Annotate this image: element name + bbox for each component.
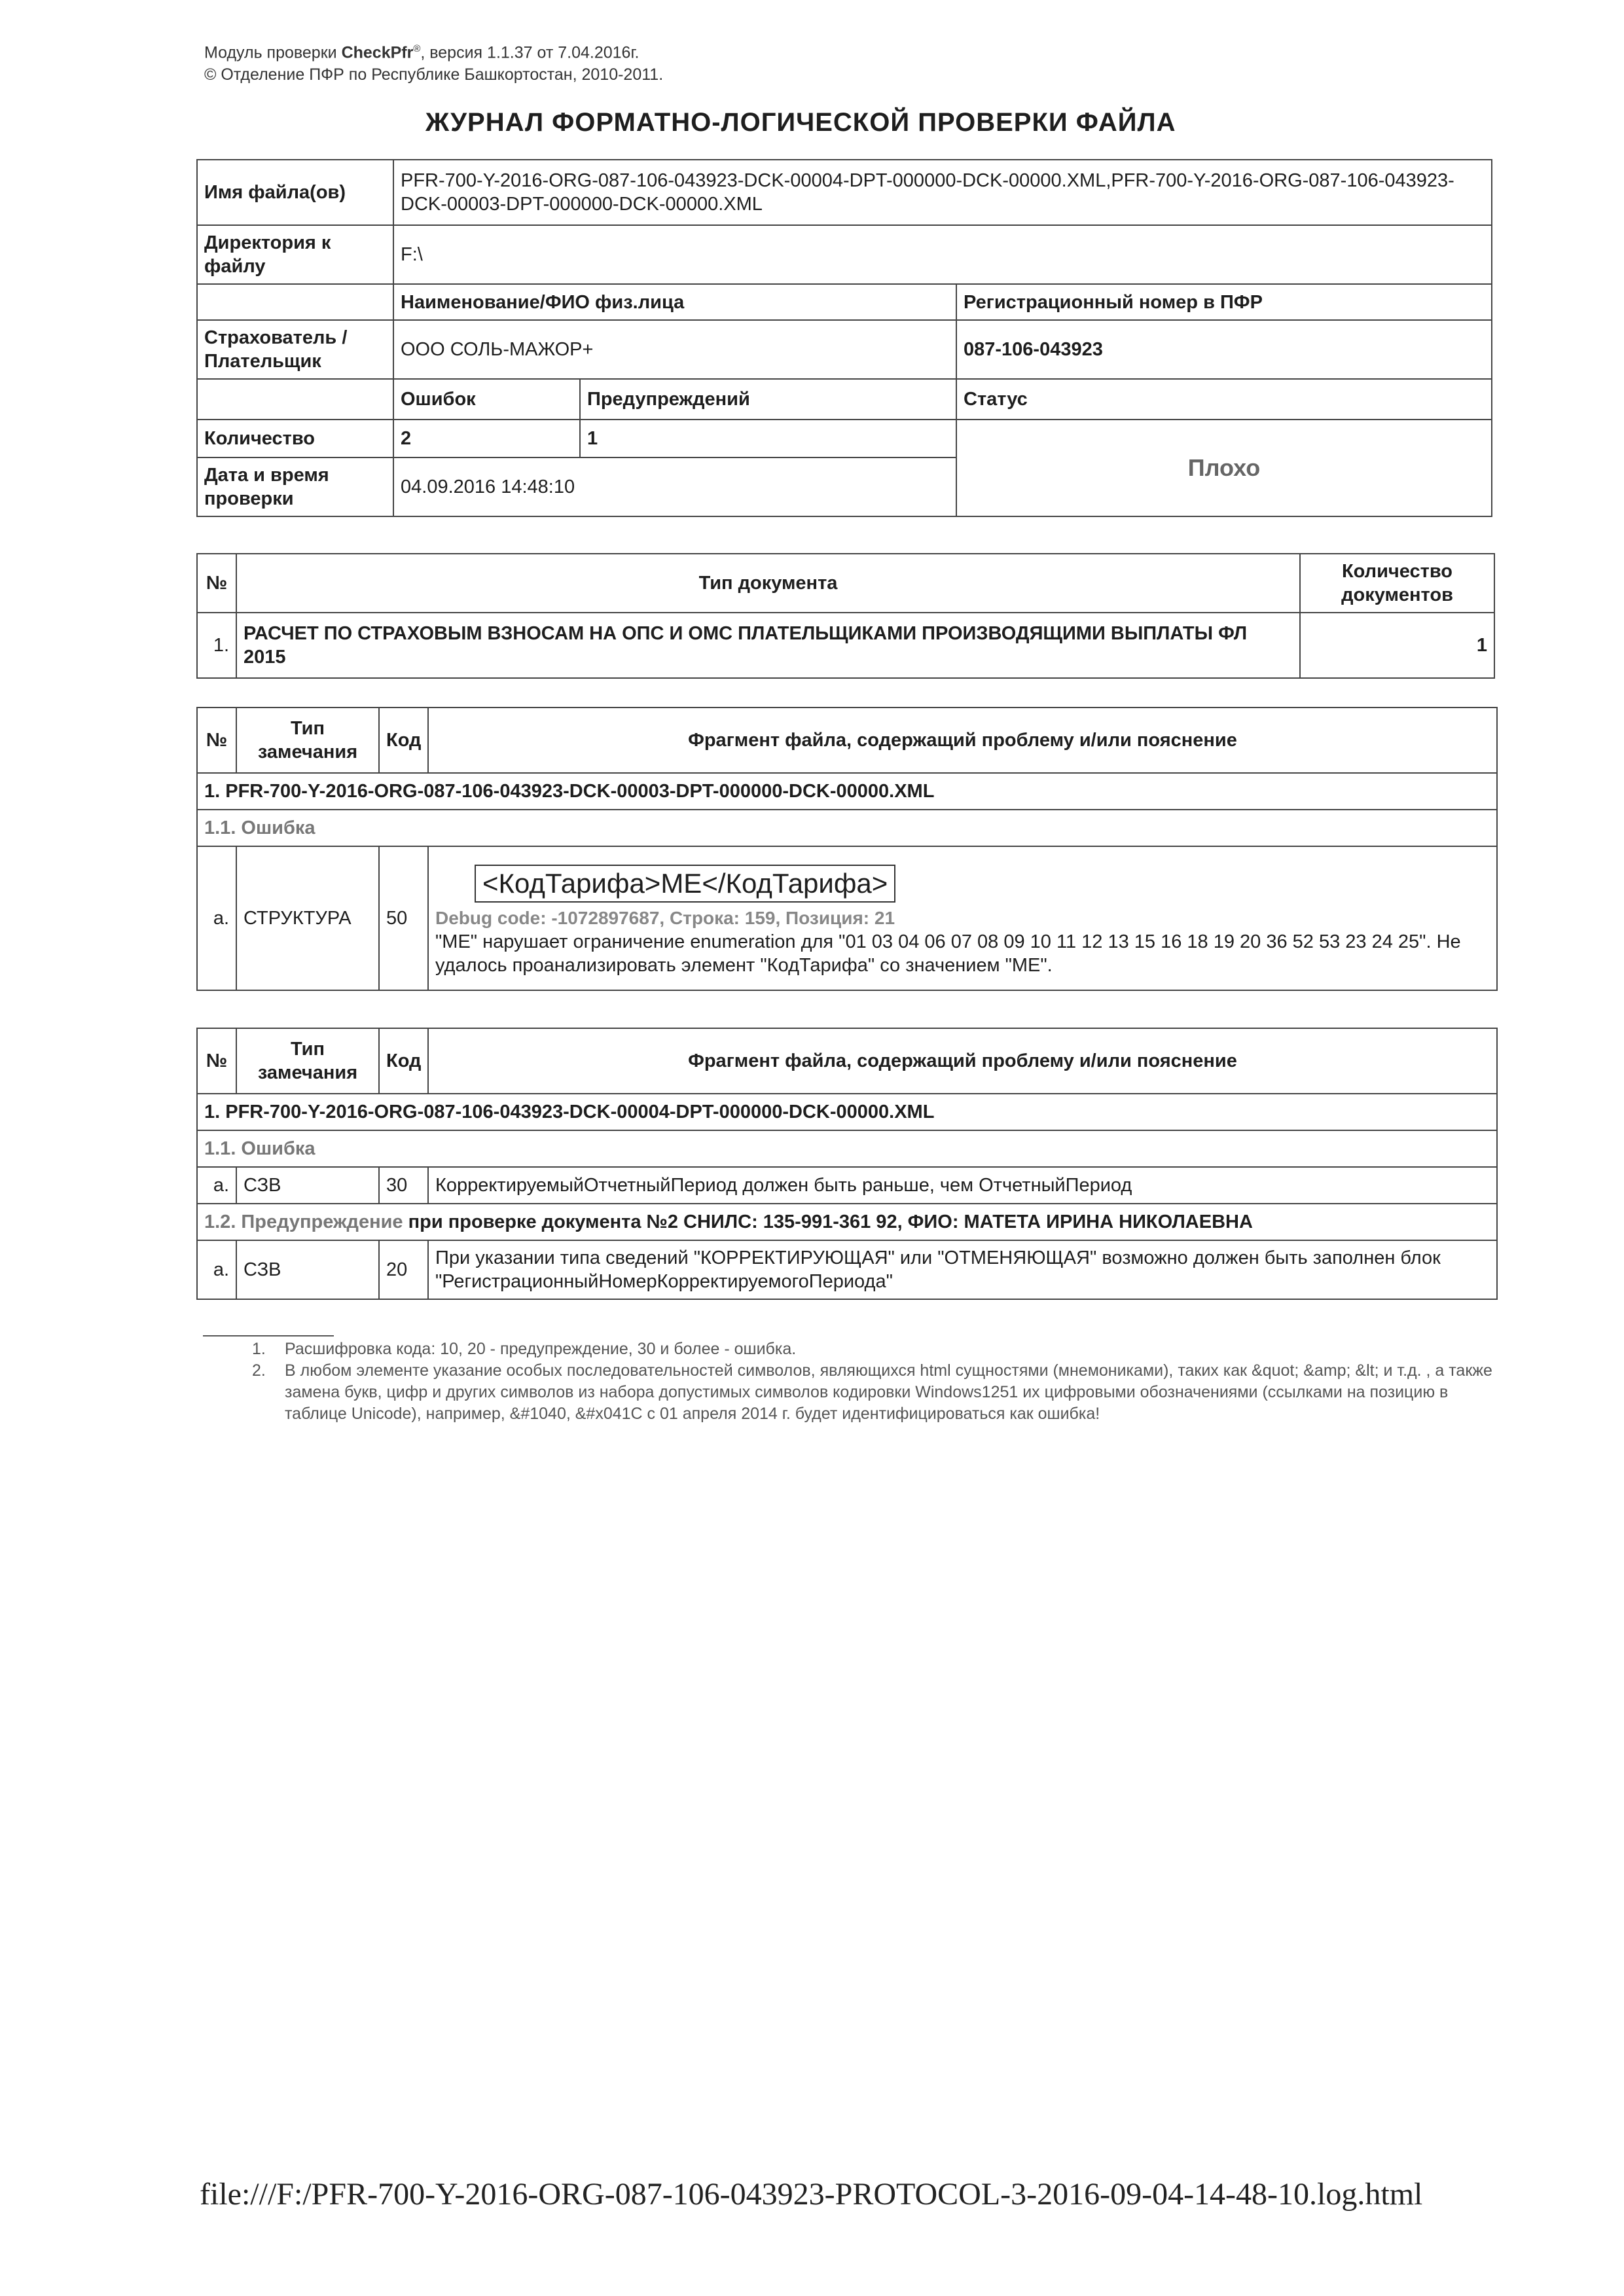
registered-mark: ® [413, 43, 421, 54]
section-row [197, 810, 1497, 846]
insurer-label: Страхователь / Плательщик [197, 320, 393, 379]
footnote-1: 1. Расшифровка кода: 10, 20 - предупреждение, 30 и более - ошибка. [252, 1340, 797, 1358]
section-error: 1.1. Ошибка [197, 810, 1497, 846]
xml-fragment: <КодТарифа>МЕ</КодТарифа> [475, 865, 895, 903]
debug-info: Debug code: -1072897687, Строка: 159, Позиция: 21 [435, 908, 895, 928]
item-type: СЗВ [236, 1240, 379, 1299]
counts-header-row [197, 379, 1492, 420]
col-issue-type: Тип замечания [236, 708, 379, 773]
section-row [197, 1204, 1497, 1240]
doc-row-num: 1. [197, 613, 236, 678]
counts-row [197, 420, 1492, 457]
item-message: При указании типа сведений "КОРРЕКТИРУЮЩАЯ" или "ОТМЕНЯЮЩАЯ" возможно должен быть заполнен блок "РегистрационныйНомерКорректируемогоПериода" [428, 1240, 1497, 1299]
warnings-header: Предупреждений [580, 379, 956, 420]
issues-table-file1 [196, 707, 1498, 991]
item-code: 20 [379, 1240, 428, 1299]
item-fragment-cell [428, 846, 1497, 990]
insurer-regnum: 087-106-043923 [956, 320, 1492, 379]
name-header: Наименование/ФИО физ.лица [393, 284, 956, 320]
issues-header-row [197, 708, 1497, 773]
datetime-value: 04.09.2016 14:48:10 [393, 457, 956, 516]
status-header: Статус [956, 379, 1492, 420]
insurer-row [197, 320, 1492, 379]
col-code: Код [379, 708, 428, 773]
module-name: CheckPfr [341, 43, 414, 62]
doc-types-header-row [197, 554, 1494, 613]
module-version-line: Модуль проверки CheckPfr®, версия 1.1.37 от 7.04.2016г. [204, 43, 640, 62]
table-row [197, 1240, 1497, 1299]
copyright-line: © Отделение ПФР по Республике Башкортостан, 2010-2011. [204, 65, 664, 84]
item-type: СТРУКТУРА [236, 846, 379, 990]
doc-row-count: 1 [1300, 613, 1494, 678]
warnings-count: 1 [580, 420, 956, 457]
file-row [197, 773, 1497, 810]
footnote-2: 2. В любом элементе указание особых последовательностей символов, являющихся html сущностями (мнемониками), таких как &quot; &amp; &lt; и т.д. , а также замена букв, цифр и других символов из набора допустимых символов кодировки Windows1251 их цифровыми обозначениями (ссылками на позицию в таблице Unicode), например, &#1040, &#x041C с 01 апреля 2014 г. будет идентифицироваться как ошибка! [252, 1361, 1492, 1423]
filenames-value: PFR-700-Y-2016-ORG-087-106-043923-DCK-00004-DPT-000000-DCK-00000.XML,PFR-700-Y-2016-ORG-087-106-043923-DCK-00003-DPT-000000-DCK-00000.XML [393, 160, 1492, 225]
table-row [197, 613, 1494, 678]
count-label: Количество [197, 420, 393, 457]
errors-count: 2 [393, 420, 580, 457]
item-code: 30 [379, 1167, 428, 1204]
col-issue-type: Тип замечания [236, 1028, 379, 1094]
table-row [197, 1167, 1497, 1204]
table-row [197, 846, 1497, 990]
filenames-label: Имя файла(ов) [197, 160, 393, 225]
issues-table-file2 [196, 1028, 1498, 1300]
directory-label: Директория к файлу [197, 225, 393, 284]
errors-header: Ошибок [393, 379, 580, 420]
empty-cell [197, 284, 393, 320]
col-code: Код [379, 1028, 428, 1094]
footnotes [252, 1338, 1496, 1425]
filenames-row [197, 160, 1492, 225]
error-message: "МЕ" нарушает ограничение enumeration для "01 03 04 06 07 08 09 10 11 12 13 15 16 18 19 20 36 52 53 23 24 25". Не удалось проанализировать элемент "КодТарифа" со значением "МЕ". [435, 931, 1461, 976]
section-warning [197, 1204, 1497, 1240]
col-num: № [197, 1028, 236, 1094]
item-message: КорректируемыйОтчетныйПериод должен быть раньше, чем ОтчетныйПериод [428, 1167, 1497, 1204]
section-error: 1.1. Ошибка [197, 1130, 1497, 1167]
status-value: Плохо [956, 420, 1492, 516]
footnote-divider [203, 1335, 334, 1336]
doc-row-type: РАСЧЕТ ПО СТРАХОВЫМ ВЗНОСАМ НА ОПС И ОМС ПЛАТЕЛЬЩИКАМИ ПРОИЗВОДЯЩИМИ ВЫПЛАТЫ ФЛ 2015 [236, 613, 1300, 678]
section-warning-text: при проверке документа №2 СНИЛС: 135-991-361 92, ФИО: МАТЕТА ИРИНА НИКОЛАЕВНА [403, 1211, 1253, 1232]
datetime-label: Дата и время проверки [197, 457, 393, 516]
item-letter: a. [197, 1240, 236, 1299]
doc-types-table [196, 553, 1495, 679]
section-warning-prefix: 1.2. Предупреждение [204, 1211, 403, 1232]
footer-url: file:///F:/PFR-700-Y-2016-ORG-087-106-043923-PROTOCOL-3-2016-09-04-14-48-10.log.html [200, 2177, 1423, 2212]
item-code: 50 [379, 846, 428, 990]
item-type: СЗВ [236, 1167, 379, 1204]
file-row [197, 1094, 1497, 1130]
summary-table [196, 159, 1492, 517]
col-num: № [197, 554, 236, 613]
empty-cell [197, 379, 393, 420]
directory-value: F:\ [393, 225, 1492, 284]
insurer-name: ООО СОЛЬ-МАЖОР+ [393, 320, 956, 379]
col-doc-count: Количество документов [1300, 554, 1494, 613]
item-letter: a. [197, 846, 236, 990]
col-fragment: Фрагмент файла, содержащий проблему и/или пояснение [428, 708, 1497, 773]
insurer-header-row [197, 284, 1492, 320]
section-row [197, 1130, 1497, 1167]
module-header [204, 38, 663, 86]
issues-header-row [197, 1028, 1497, 1094]
regnum-header: Регистрационный номер в ПФР [956, 284, 1492, 320]
file-name: 1. PFR-700-Y-2016-ORG-087-106-043923-DCK-00003-DPT-000000-DCK-00000.XML [197, 773, 1497, 810]
col-fragment: Фрагмент файла, содержащий проблему и/или пояснение [428, 1028, 1497, 1094]
col-doc-type: Тип документа [236, 554, 1300, 613]
file-name: 1. PFR-700-Y-2016-ORG-087-106-043923-DCK-00004-DPT-000000-DCK-00000.XML [197, 1094, 1497, 1130]
col-num: № [197, 708, 236, 773]
page-title: ЖУРНАЛ ФОРМАТНО-ЛОГИЧЕСКОЙ ПРОВЕРКИ ФАЙЛА [425, 108, 1176, 137]
directory-row [197, 225, 1492, 284]
item-letter: a. [197, 1167, 236, 1204]
